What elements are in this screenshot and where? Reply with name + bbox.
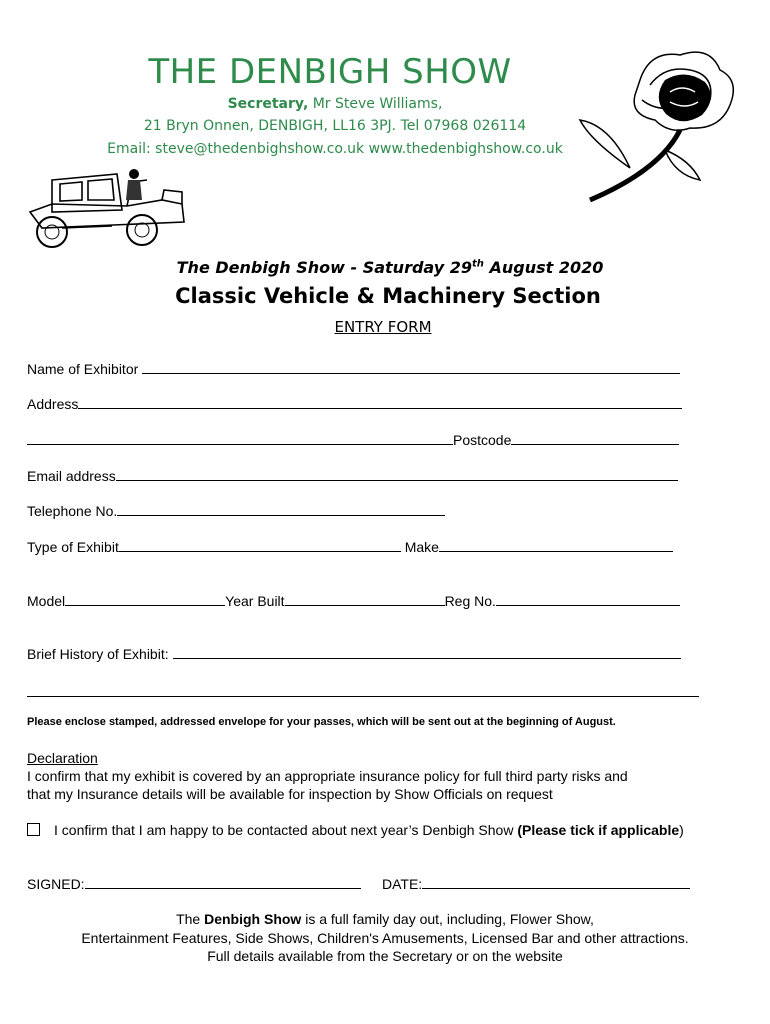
exhibit-type-label: Type of Exhibit — [27, 539, 119, 555]
make-label: Make — [404, 539, 439, 555]
vintage-car-illustration — [22, 160, 192, 255]
exhibit-type-line[interactable] — [119, 539, 401, 552]
footer-show-name: Denbigh Show — [204, 911, 302, 927]
make-line[interactable] — [439, 539, 673, 552]
secretary-name: Mr Steve Williams, — [312, 96, 443, 112]
telephone-line[interactable] — [117, 503, 445, 516]
signed-label: SIGNED: — [27, 876, 85, 892]
declaration-line-2: that my Insurance details will be available for inspection by Show Officials on request — [27, 786, 553, 802]
date-line[interactable] — [422, 876, 690, 889]
secretary-label: Secretary, — [227, 96, 309, 112]
signed-field[interactable] — [27, 876, 361, 892]
address-line[interactable] — [78, 396, 682, 409]
form-title: ENTRY FORM — [334, 318, 432, 336]
show-title: THE DENBIGH SHOW — [148, 52, 512, 92]
footer-line-3: Full details available from the Secretary or on the website — [207, 948, 563, 964]
contact-consent-close: ) — [679, 822, 684, 838]
year-built-label: Year Built — [225, 593, 285, 609]
history-line-2[interactable] — [27, 696, 699, 697]
history-field[interactable] — [27, 646, 681, 662]
declaration-line-1: I confirm that my exhibit is covered by an appropriate insurance policy for full third party risks and — [27, 768, 628, 784]
year-built-line[interactable] — [285, 593, 445, 606]
history-line-1[interactable] — [173, 646, 681, 659]
footer-line-1 — [0, 911, 770, 927]
reg-no-label: Reg No. — [444, 593, 496, 609]
history-label: Brief History of Exhibit: — [27, 646, 169, 662]
exhibitor-name-label: Name of Exhibitor — [27, 361, 139, 377]
email-field[interactable] — [27, 468, 678, 484]
reg-no-line[interactable] — [496, 593, 680, 606]
rose-illustration — [570, 40, 750, 210]
show-date-suffix: August 2020 — [483, 258, 604, 277]
address-label: Address — [27, 396, 79, 412]
footer-line-1-post: is a full family day out, including, Flower Show, — [301, 911, 594, 927]
exhibit-type-field[interactable] — [27, 539, 673, 555]
exhibitor-name-field[interactable] — [27, 361, 680, 377]
footer-line-1-pre: The — [176, 911, 205, 927]
telephone-field[interactable] — [27, 503, 445, 519]
signed-line[interactable] — [85, 876, 361, 889]
model-line[interactable] — [65, 593, 225, 606]
exhibitor-name-line[interactable] — [142, 361, 680, 374]
postcode-label: Postcode — [453, 432, 512, 448]
declaration-heading: Declaration — [27, 750, 98, 766]
show-date — [0, 258, 770, 277]
address-line-2-field[interactable] — [27, 432, 679, 448]
email-label: Email address — [27, 468, 116, 484]
contact-consent-checkbox[interactable] — [27, 823, 40, 836]
model-year-reg-field[interactable] — [27, 593, 680, 609]
show-date-prefix: The Denbigh Show - Saturday 29 — [176, 258, 472, 277]
model-label: Model — [27, 593, 66, 609]
contact-consent-instruction: (Please tick if applicable — [517, 822, 680, 838]
contact-consent-row — [27, 822, 684, 838]
contact-consent-text: I confirm that I am happy to be contacted about next year’s Denbigh Show — [54, 822, 518, 838]
secretary-contact: Email: steve@thedenbighshow.co.uk www.thedenbighshow.co.uk — [107, 141, 563, 157]
envelope-note: Please enclose stamped, addressed envelope for your passes, which will be sent out at the beginning of August. — [27, 716, 616, 728]
email-line[interactable] — [116, 468, 678, 481]
postcode-line[interactable] — [511, 432, 679, 445]
date-label: DATE: — [382, 876, 423, 892]
address-field[interactable] — [27, 396, 682, 412]
secretary-address: 21 Bryn Onnen, DENBIGH, LL16 3PJ. Tel 07968 026114 — [143, 118, 527, 134]
telephone-label: Telephone No. — [27, 503, 118, 519]
show-date-sup: th — [471, 258, 484, 270]
date-field[interactable] — [382, 876, 690, 892]
footer-line-2: Entertainment Features, Side Shows, Children's Amusements, Licensed Bar and other attractions. — [81, 930, 689, 946]
address-line-2[interactable] — [27, 432, 453, 445]
section-title: Classic Vehicle & Machinery Section — [175, 284, 601, 308]
